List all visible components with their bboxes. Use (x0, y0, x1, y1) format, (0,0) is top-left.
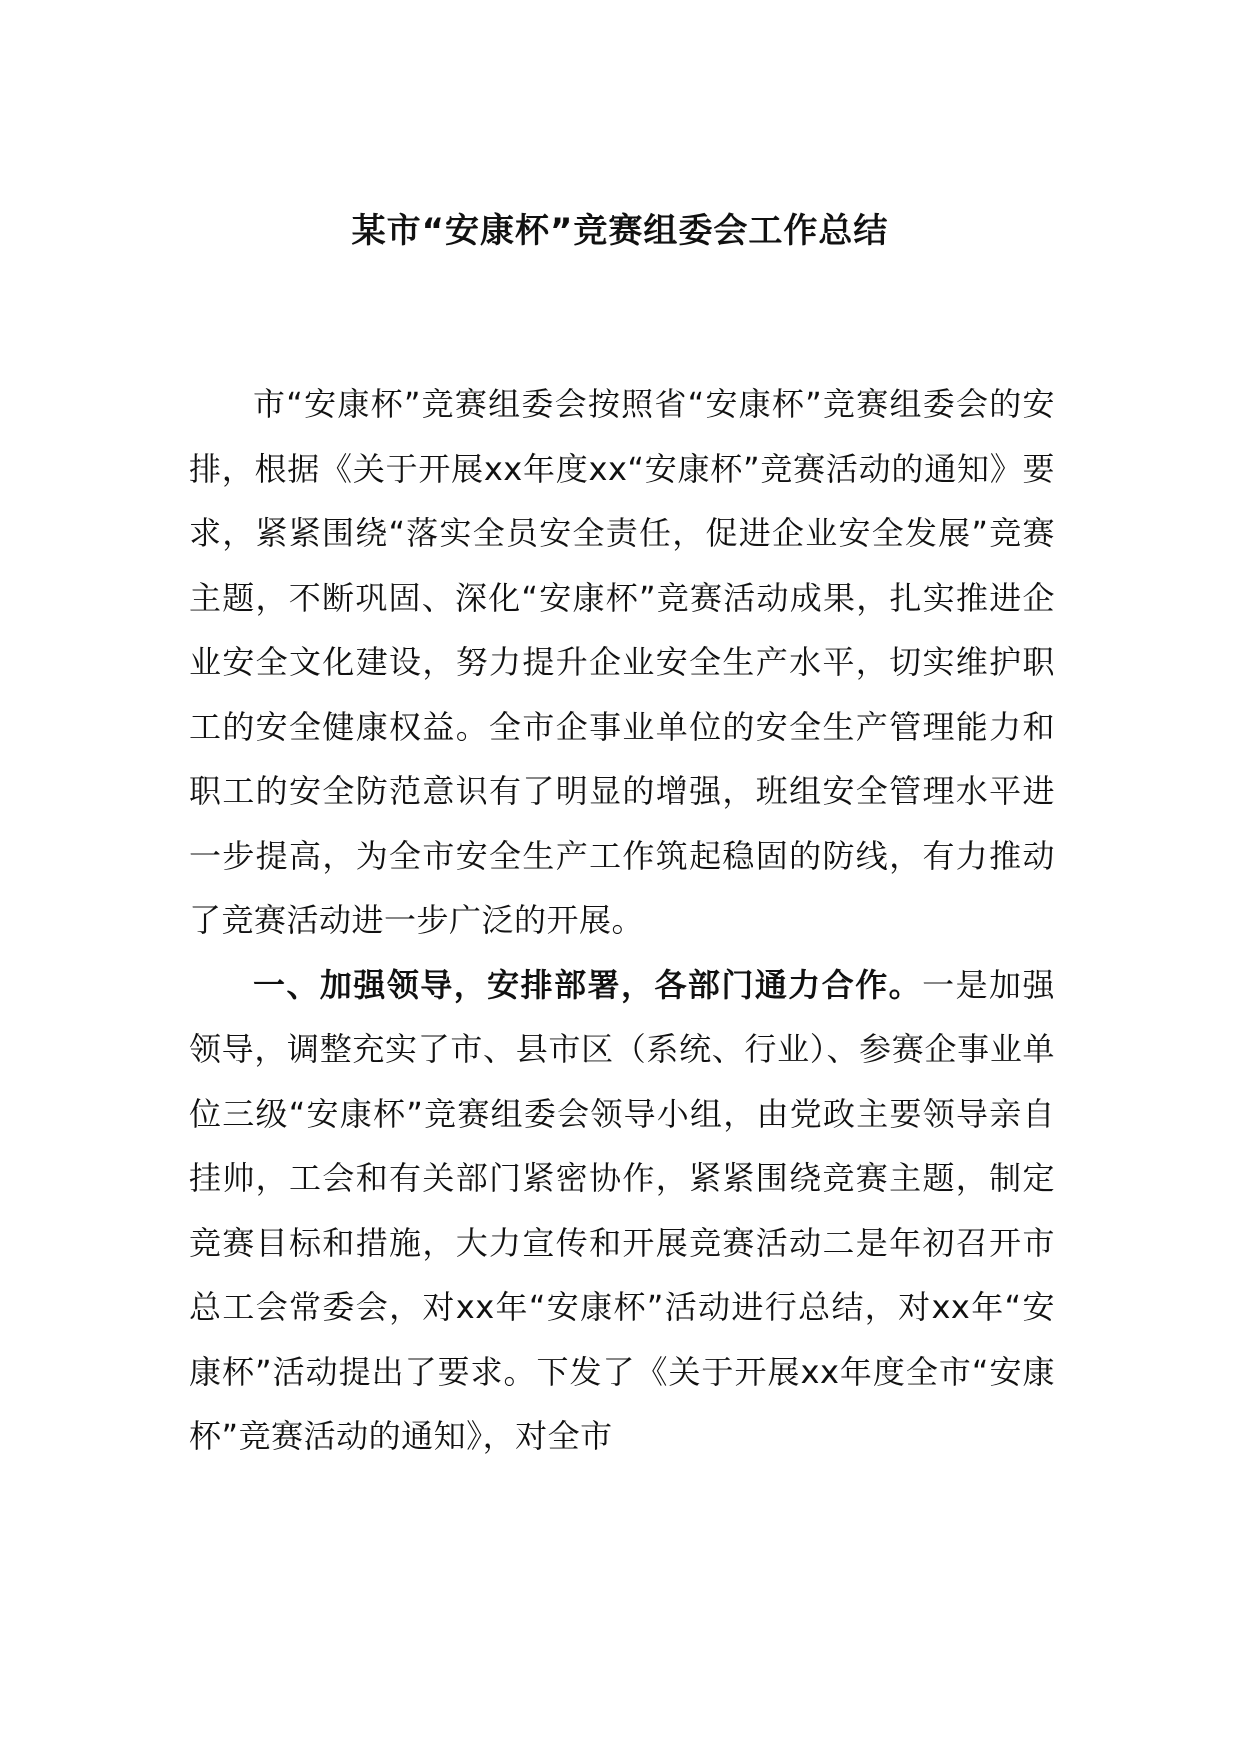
document-title: 某市“安康杯”竞赛组委会工作总结 (351, 211, 889, 251)
paragraph-intro (189, 372, 1055, 953)
section-1-heading: 一、加强领导，安排部署，各部门通力合作。 (253, 965, 923, 1004)
document-body (189, 372, 1055, 1469)
section-1-text: 一是加强领导，调整充实了市、县市区（系统、行业）、参赛企事业单位三级“安康杯”竞赛组委会领导小组，由党政主要领导亲自挂帅，工会和有关部门紧密协作，紧紧围绕竞赛主题，制定竞赛目标和措施，大力宣传和开展竞赛活动二是年初召开市总工会常委会，对xx年“安康杯”活动进行总结，对xx年“安康杯”活动提出了要求。下发了《关于开展xx年度全市“安康杯”竞赛活动的通知》，对全市 (189, 965, 1055, 1455)
paragraph-intro-text: 市“安康杯”竞赛组委会按照省“安康杯”竞赛组委会的安排，根据《关于开展xx年度xx“安康杯”竞赛活动的通知》要求，紧紧围绕“落实全员安全责任，促进企业安全发展”竞赛主题，不断巩固、深化“安康杯”竞赛活动成果，扎实推进企业安全文化建设，努力提升企业安全生产水平，切实维护职工的安全健康权益。全市企事业单位的安全生产管理能力和职工的安全防范意识有了明显的增强，班组安全管理水平进一步提高，为全市安全生产工作筑起稳固的防线，有力推动了竞赛活动进一步广泛的开展。 (189, 385, 1055, 939)
paragraph-section-1 (189, 953, 1055, 1469)
